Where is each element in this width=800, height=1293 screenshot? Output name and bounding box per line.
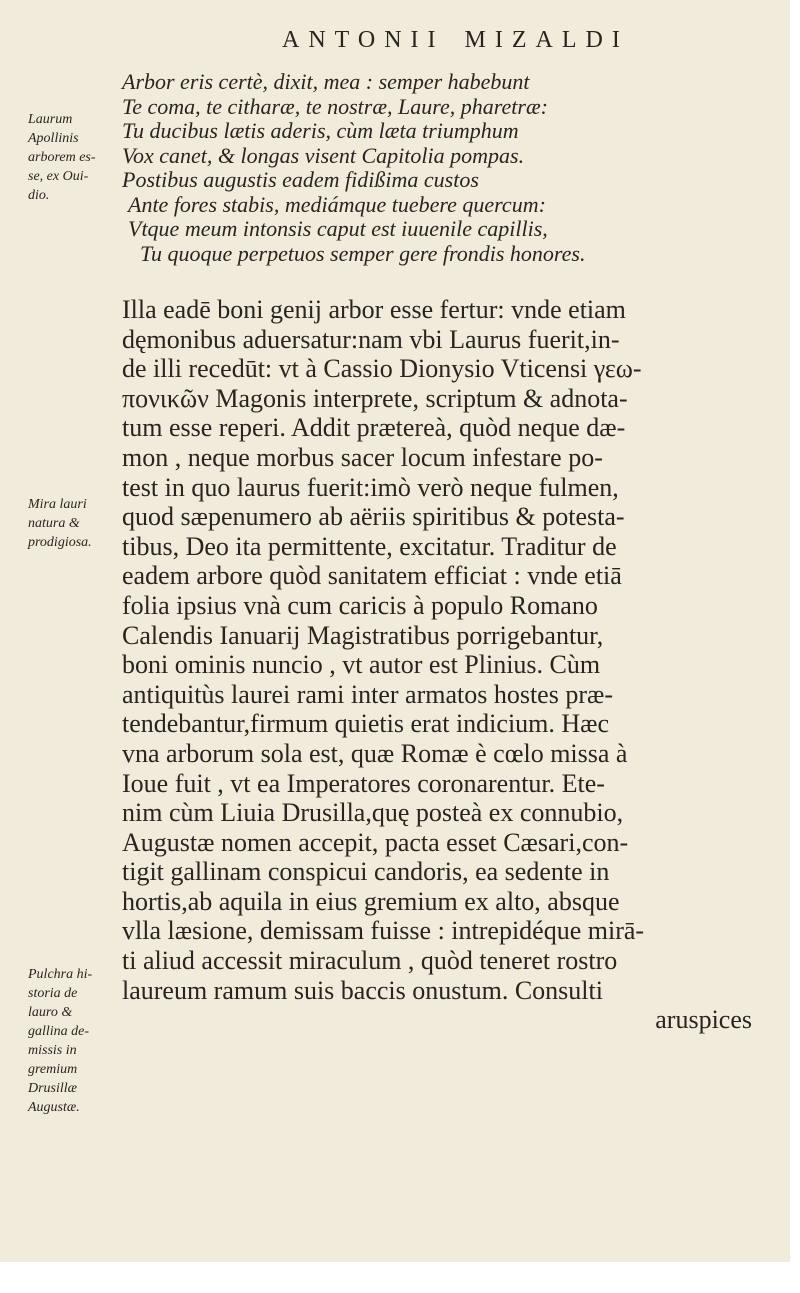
margin-note-line: Laurum — [28, 112, 73, 127]
prose-line: hortis,ab aquila in eius gremium ex alto, absque — [122, 886, 620, 916]
margin-note-line: gremium — [28, 1062, 78, 1077]
verse-line: Vox canet, & longas visent Capitolia pompas. — [122, 142, 525, 168]
margin-note-line: gallina de- — [28, 1024, 90, 1039]
margin-note-line: Drusillæ — [28, 1081, 78, 1096]
margin-note-line: prodigiosa. — [28, 535, 92, 550]
prose-line: nim cùm Liuia Drusilla,quę posteà ex connubio, — [122, 798, 624, 828]
margin-note-line: Mira lauri — [28, 497, 87, 512]
verse-quotation — [122, 70, 782, 266]
prose-line: dęmonibus aduersatur:nam vbi Laurus fuerit,in- — [122, 324, 620, 354]
verse-line: Postibus augustis eadem fidißima custos — [122, 167, 479, 192]
prose-line: tendebantur,firmum quietis erat indicium. Hæc — [122, 709, 610, 739]
margin-note-laurel-nature — [28, 495, 118, 552]
margin-note-line: Augustæ. — [28, 1100, 80, 1115]
prose-line: Ioue fuit , vt ea Imperatores coronarentur. Ete- — [122, 768, 605, 798]
verse-line: Tu ducibus lætis aderis, cùm læta triumphum — [122, 118, 519, 143]
prose-line: boni ominis nuncio , vt autor est Plinius. Cùm — [122, 650, 601, 680]
prose-line: ti aliud accessit miraculum , quòd teneret rostro — [122, 946, 618, 976]
prose-line: πονικῶν Magonis interprete, scriptum & adnota- — [122, 383, 628, 413]
margin-note-line: Pulchra hi- — [28, 967, 93, 982]
margin-note-apollo-laurel — [28, 110, 118, 205]
margin-note-line: storia de — [28, 986, 78, 1001]
prose-line: Augustæ nomen accepit, pacta esset Cæsari,con- — [122, 827, 629, 857]
prose-line: Illa eadē boni genij arbor esse fertur: vnde etiam — [122, 295, 626, 324]
margin-note-line: Apollinis — [28, 131, 79, 146]
verse-line: Vtque meum intonsis caput est iuuenile capillis, — [128, 216, 548, 241]
margin-note-drusilla-story — [28, 965, 118, 1117]
prose-line: de illi recedūt: vt à Cassio Dionysio Vticensi γεω- — [122, 354, 642, 384]
prose-line: mon , neque morbus sacer locum infestare po- — [122, 442, 603, 472]
margin-note-line: dio. — [28, 188, 50, 203]
verse-line: Ante fores stabis, mediámque tuebere quercum: — [128, 191, 546, 217]
running-head-word: MIZALDI — [464, 27, 629, 53]
margin-note-line: lauro & — [28, 1005, 73, 1020]
prose-line: folia ipsius vnà cum caricis à populo Romano — [122, 590, 598, 620]
margin-note-line: natura & — [28, 516, 80, 531]
prose-line: tum esse reperi. Addit prætereà, quòd neque dæ- — [122, 413, 626, 443]
margin-note-line: missis in — [28, 1043, 77, 1058]
prose-line: eadem arbore quòd sanitatem efficiat : vnde etiā — [122, 561, 622, 591]
margin-note-line: se, ex Oui- — [28, 169, 89, 184]
prose-line: antiquitùs laurei rami inter armatos hostes præ- — [122, 679, 613, 709]
verse-line: Tu quoque perpetuos semper gere frondis honores. — [140, 240, 586, 266]
margin-note-line: arborem es- — [28, 150, 96, 165]
prose-body — [122, 295, 782, 1035]
prose-line: vlla læsione, demissam fuisse : intrepidéque mirā- — [122, 916, 645, 946]
prose-line: quod sæpenumero ab aëriis spiritibus & potesta- — [122, 502, 625, 532]
prose-line: Calendis Ianuarij Magistratibus porrigebantur, — [122, 620, 604, 650]
verse-line: Te coma, te citharæ, te nostræ, Laure, pharetræ: — [122, 93, 548, 119]
prose-line: test in quo laurus fuerit:imò verò neque fulmen, — [122, 472, 619, 502]
prose-line: vna arborum sola est, quæ Romæ è cœlo missa à — [122, 738, 628, 768]
running-head — [282, 27, 649, 54]
prose-line: tibus, Deo ita permittente, excitatur. Traditur de — [122, 531, 617, 561]
prose-line: tigit gallinam conspicui candoris, ea sedente in — [122, 857, 610, 887]
verse-line: Arbor eris certè, dixit, mea : semper habebunt — [122, 69, 530, 94]
catchword: aruspices — [655, 1005, 752, 1035]
running-head-word: ANTONII — [282, 27, 445, 53]
prose-line: laureum ramum suis baccis onustum. Consulti — [122, 975, 603, 1005]
